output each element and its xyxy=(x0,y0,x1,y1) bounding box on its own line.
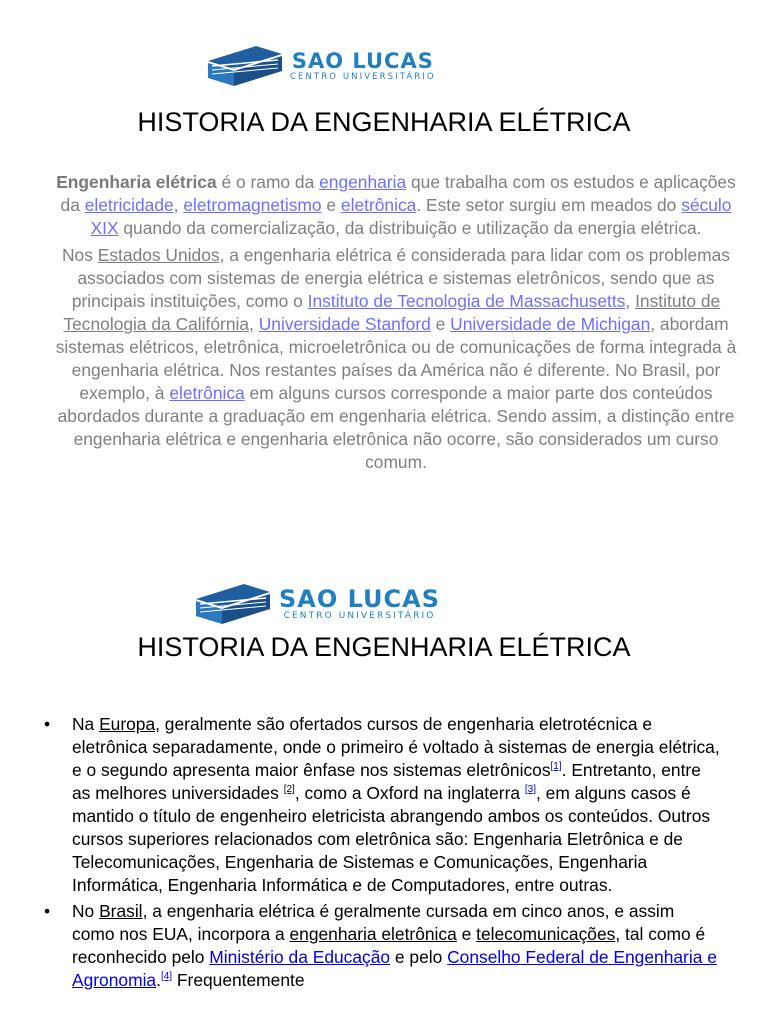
list-item xyxy=(0,900,768,992)
text: , xyxy=(625,291,636,311)
logo-subtitle: CENTRO UNIVERSITÁRIO xyxy=(283,611,436,621)
link-engenharia-eletronica[interactable]: engenharia eletrônica xyxy=(289,924,457,944)
text: , abordam sistemas elétricos, eletrônica, microeletrônica ou de comunicações de forma integrada à engenharia elétrica. Nos restantes países da América não é diferente. No Brasil, por exemplo, à xyxy=(55,314,737,403)
text: , tal como é reconhecido pelo xyxy=(72,924,706,967)
link-telecomunicacoes[interactable]: telecomunicações xyxy=(476,924,616,944)
intro-paragraph-1 xyxy=(50,171,742,240)
text: , a engenharia elétrica é considerada para lidar com os problemas associados com sistemas de energia elétrica e sistemas eletrônicos, sendo que as principais instituições, como o xyxy=(71,245,730,311)
text: No xyxy=(72,901,100,921)
text: é o ramo da xyxy=(216,172,320,192)
reference-1[interactable]: [1] xyxy=(550,761,562,773)
link-stanford[interactable]: Universidade Stanford xyxy=(258,314,431,334)
text: e xyxy=(430,314,451,334)
intro-paragraph-2 xyxy=(50,244,742,474)
page-title: HISTORIA DA ENGENHARIA ELÉTRICA xyxy=(137,107,631,137)
bullet-list xyxy=(0,713,768,995)
link-ministerio-educacao[interactable]: Ministério da Educação xyxy=(209,947,391,967)
link-seculo-xix[interactable]: século XIX xyxy=(90,195,732,238)
bullet-dot: • xyxy=(44,714,51,734)
link-eletromagnetismo[interactable]: eletromagnetismo xyxy=(183,195,322,215)
text: , como a Oxford na inglaterra xyxy=(294,783,525,803)
text: , xyxy=(249,314,259,334)
reference-3[interactable]: [3] xyxy=(524,784,537,796)
text: Na xyxy=(72,714,100,734)
sao-lucas-logo-mark-icon xyxy=(195,584,271,624)
list-item xyxy=(0,713,768,897)
text: e xyxy=(321,195,341,215)
text: quando da comercialização, da distribuição e utilização da energia elétrica. xyxy=(118,218,702,238)
link-eletronica[interactable]: eletrônica xyxy=(340,195,417,215)
link-europa[interactable]: Europa xyxy=(99,714,156,734)
sao-lucas-logo-mark-icon xyxy=(208,46,282,86)
link-eletricidade[interactable]: eletricidade xyxy=(84,195,174,215)
text: Nos xyxy=(62,245,98,265)
logo-name: SAO LUCAS xyxy=(291,48,434,73)
text: e xyxy=(456,924,477,944)
bullet-dot: • xyxy=(44,901,51,921)
link-engenharia[interactable]: engenharia xyxy=(319,172,407,192)
intro-text xyxy=(50,171,742,474)
text: e pelo xyxy=(390,947,448,967)
text: , xyxy=(173,195,184,215)
logo xyxy=(208,46,436,86)
logo xyxy=(195,584,440,624)
section-title: HISTORIA DA ENGENHARIA ELÉTRICA xyxy=(137,632,631,662)
logo-subtitle: CENTRO UNIVERSITÁRIO xyxy=(290,71,436,82)
text: . xyxy=(156,970,161,990)
text: . Entretanto, entre as melhores universidades xyxy=(72,760,701,803)
text: , em alguns casos é mantido o título de engenheiro eletricista abrangendo ambos os conteúdos. Outros cursos superiores relacionados com eletrônica são: Engenharia Eletrônica e de Telecomunicações, Engenharia de Sistemas e Comunicações, Engenharia Informática, Engenharia Informática e de Computadores, entre outras. xyxy=(72,783,711,895)
link-michigan[interactable]: Universidade de Michigan xyxy=(450,314,651,334)
reference-4[interactable]: [4] xyxy=(160,971,173,983)
link-caltech[interactable]: Instituto de Tecnologia da Califórnia xyxy=(63,291,721,334)
reference-2[interactable]: [2] xyxy=(283,784,295,796)
intro-bold-term: Engenharia elétrica xyxy=(56,172,217,192)
link-mit[interactable]: Instituto de Tecnologia de Massachusetts xyxy=(307,291,626,311)
text: em alguns cursos corresponde a maior parte dos conteúdos abordados durante a graduação em engenharia elétrica. Sendo assim, a distinção entre engenharia elétrica e engenharia eletrônica não ocorre, são considerados um curso comum. xyxy=(57,383,735,472)
text: , geralmente são ofertados cursos de engenharia eletrotécnica e eletrônica separadamente, onde o primeiro é voltado à sistemas de energia elétrica, e o segundo apresenta maior ênfase nos sistemas eletrônicos xyxy=(72,714,720,780)
link-eletronica-2[interactable]: eletrônica xyxy=(169,383,245,403)
text: Frequentemente xyxy=(172,970,305,990)
text: . Este setor surgiu em meados do xyxy=(416,195,682,215)
text: , a engenharia elétrica é geralmente cursada em cinco anos, e assim como nos EUA, incorpora a xyxy=(72,901,675,944)
link-estados-unidos[interactable]: Estados Unidos xyxy=(97,245,220,265)
link-brasil[interactable]: Brasil xyxy=(99,901,143,921)
text: que trabalha com os estudos e aplicações da xyxy=(60,172,736,215)
logo-name: SAO LUCAS xyxy=(279,585,441,613)
link-confea[interactable]: Conselho Federal de Engenharia e Agronomia xyxy=(72,947,717,990)
